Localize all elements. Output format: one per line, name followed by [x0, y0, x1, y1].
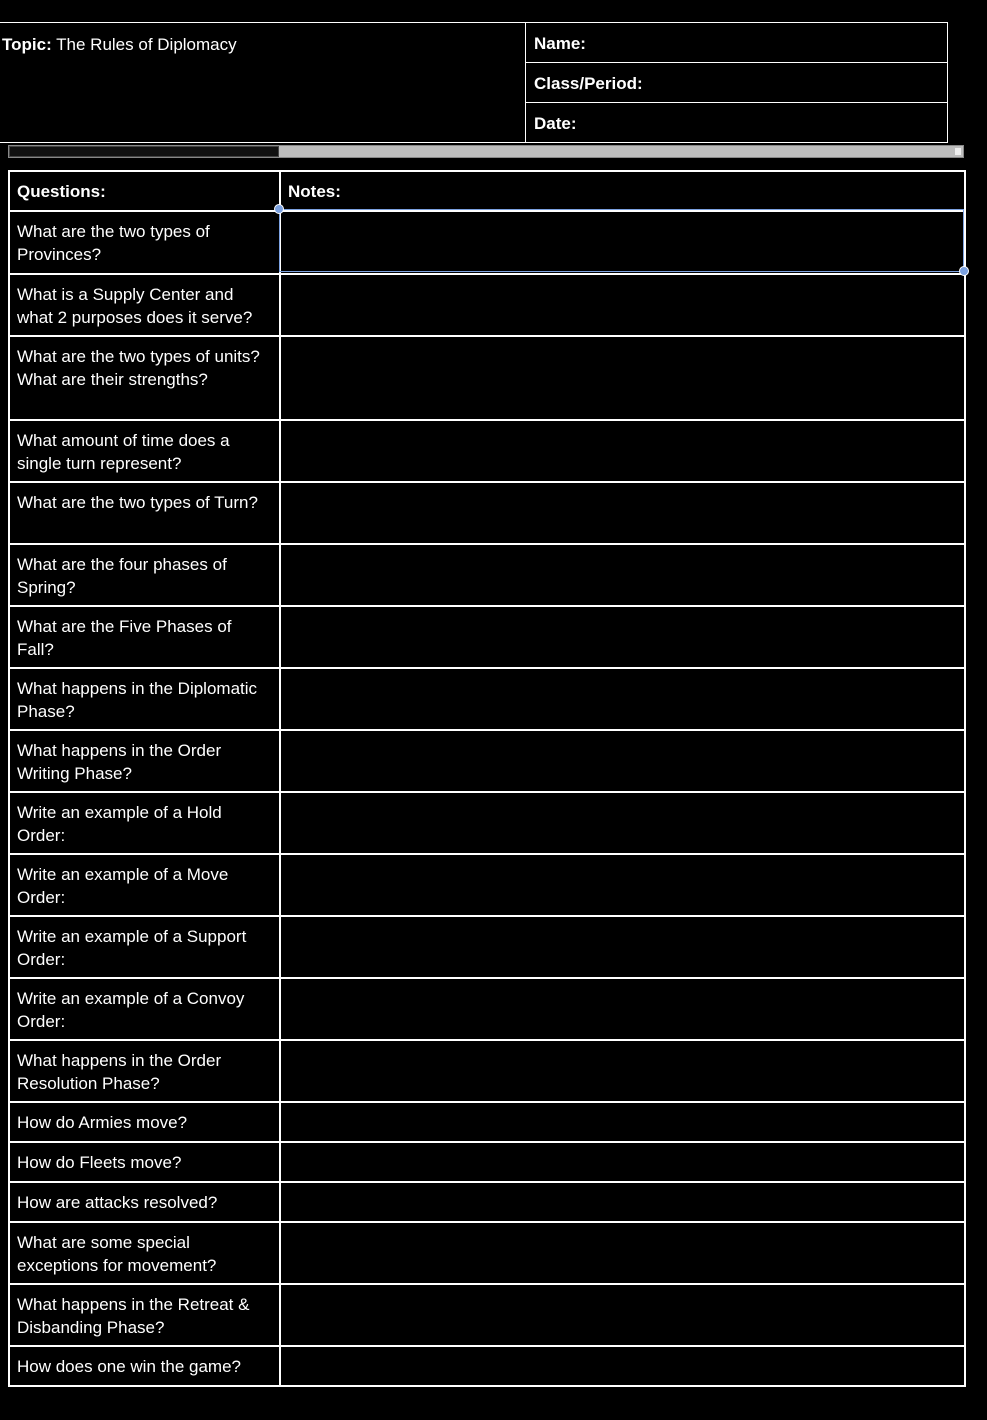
table-row	[9, 668, 965, 730]
notes-cell[interactable]	[280, 482, 965, 544]
topic-header	[0, 22, 526, 143]
table-row	[9, 420, 965, 482]
table-row	[9, 1142, 965, 1182]
name-field[interactable]	[526, 23, 947, 63]
question-cell[interactable]: How do Armies move?	[9, 1102, 280, 1142]
topic-value[interactable]: The Rules of Diplomacy	[56, 35, 237, 54]
table-row	[9, 1182, 965, 1222]
notes-cell[interactable]	[280, 792, 965, 854]
notes-cell[interactable]	[280, 1222, 965, 1284]
table-row	[9, 544, 965, 606]
question-cell[interactable]: What are the four phases of Spring?	[9, 544, 280, 606]
date-label: Date:	[534, 114, 577, 133]
class-period-label: Class/Period:	[534, 74, 643, 93]
question-cell[interactable]: What is a Supply Center and what 2 purposes does it serve?	[9, 274, 280, 336]
horizontal-scrollbar[interactable]	[8, 145, 964, 158]
table-row	[9, 482, 965, 544]
notes-table	[8, 170, 966, 1387]
table-header-row	[9, 171, 965, 211]
table-row	[9, 606, 965, 668]
table-row	[9, 978, 965, 1040]
notes-cell[interactable]	[280, 420, 965, 482]
notes-cell[interactable]	[280, 1142, 965, 1182]
question-cell[interactable]: What are the two types of Turn?	[9, 482, 280, 544]
question-cell[interactable]: What amount of time does a single turn represent?	[9, 420, 280, 482]
table-row	[9, 1222, 965, 1284]
notes-cell[interactable]	[280, 1182, 965, 1222]
notes-cell[interactable]	[280, 336, 965, 420]
question-cell[interactable]: What are some special exceptions for movement?	[9, 1222, 280, 1284]
question-cell[interactable]: How are attacks resolved?	[9, 1182, 280, 1222]
notes-cell[interactable]	[280, 978, 965, 1040]
notes-cell[interactable]	[280, 1040, 965, 1102]
date-field[interactable]	[526, 103, 947, 143]
question-cell[interactable]: What happens in the Order Resolution Phase?	[9, 1040, 280, 1102]
topic-line	[2, 35, 237, 55]
question-cell[interactable]: What happens in the Retreat & Disbanding Phase?	[9, 1284, 280, 1346]
question-cell[interactable]: Write an example of a Move Order:	[9, 854, 280, 916]
table-row	[9, 916, 965, 978]
topic-label: Topic:	[2, 35, 52, 54]
scrollbar-end-marker	[955, 148, 961, 155]
table-row	[9, 854, 965, 916]
question-cell[interactable]: What are the two types of Provinces?	[9, 211, 280, 274]
questions-column-header: Questions:	[9, 171, 280, 211]
notes-cell[interactable]	[280, 1284, 965, 1346]
table-row	[9, 1102, 965, 1142]
notes-column-header: Notes:	[280, 171, 965, 211]
table-row	[9, 1284, 965, 1346]
selection-handle-bottom-right[interactable]	[959, 266, 969, 276]
table-row	[9, 792, 965, 854]
table-row	[9, 336, 965, 420]
table-row	[9, 211, 965, 274]
notes-cell[interactable]	[280, 544, 965, 606]
notes-cell[interactable]	[280, 211, 965, 274]
question-cell[interactable]: What happens in the Diplomatic Phase?	[9, 668, 280, 730]
notes-cell[interactable]	[280, 854, 965, 916]
question-cell[interactable]: How do Fleets move?	[9, 1142, 280, 1182]
question-cell[interactable]: How does one win the game?	[9, 1346, 280, 1386]
selection-handle-top-left[interactable]	[274, 204, 284, 214]
question-cell[interactable]: Write an example of a Support Order:	[9, 916, 280, 978]
notes-cell[interactable]	[280, 606, 965, 668]
notes-cell[interactable]	[280, 916, 965, 978]
notes-cell[interactable]	[280, 274, 965, 336]
name-label: Name:	[534, 34, 586, 53]
question-cell[interactable]: What are the two types of units? What are their strengths?	[9, 336, 280, 420]
question-cell[interactable]: Write an example of a Convoy Order:	[9, 978, 280, 1040]
student-info-box	[525, 22, 948, 143]
table-row	[9, 274, 965, 336]
class-period-field[interactable]	[526, 63, 947, 103]
question-cell[interactable]: Write an example of a Hold Order:	[9, 792, 280, 854]
scrollbar-thumb[interactable]	[9, 146, 279, 157]
table-row	[9, 730, 965, 792]
question-cell[interactable]: What are the Five Phases of Fall?	[9, 606, 280, 668]
notes-cell[interactable]	[280, 1346, 965, 1386]
notes-cell[interactable]	[280, 730, 965, 792]
notes-cell[interactable]	[280, 1102, 965, 1142]
notes-cell[interactable]	[280, 668, 965, 730]
table-row	[9, 1040, 965, 1102]
question-cell[interactable]: What happens in the Order Writing Phase?	[9, 730, 280, 792]
table-row	[9, 1346, 965, 1386]
